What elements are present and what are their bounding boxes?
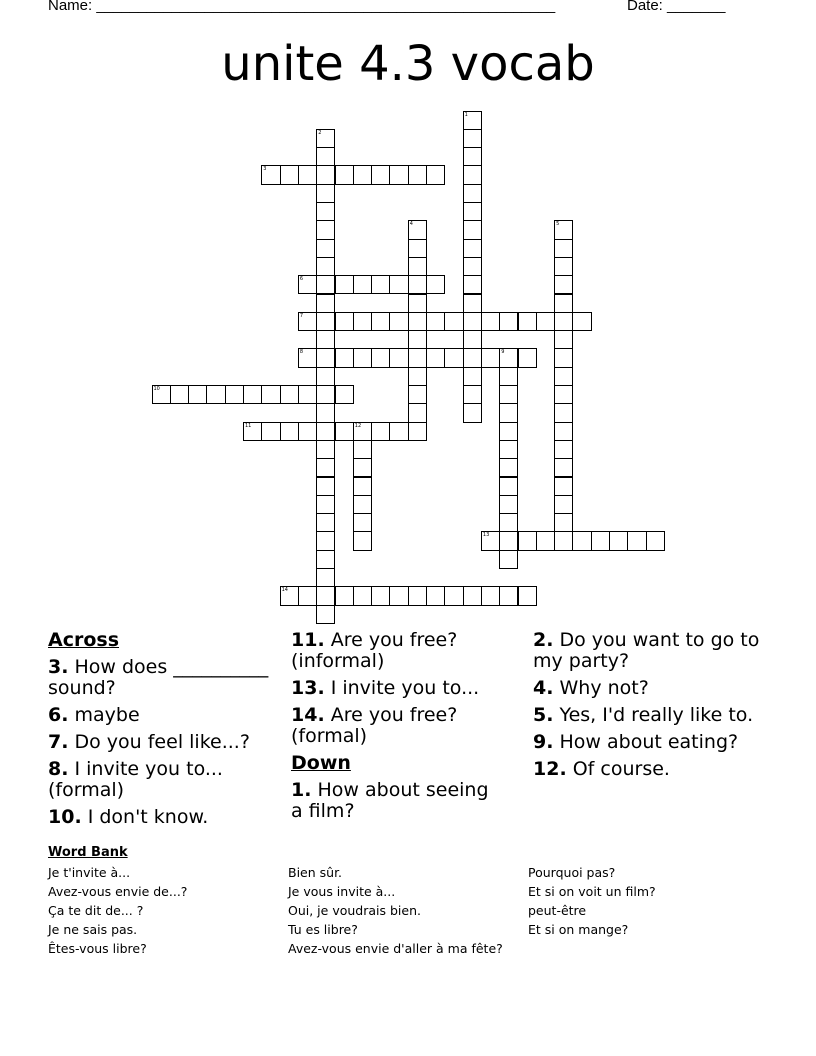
crossword-cell[interactable] <box>481 586 500 605</box>
crossword-cell[interactable] <box>152 385 171 404</box>
crossword-cell[interactable] <box>554 348 573 367</box>
crossword-cell[interactable] <box>316 495 335 514</box>
crossword-cell[interactable] <box>554 458 573 477</box>
cell-number: 11 <box>245 422 252 429</box>
crossword-cell[interactable] <box>261 422 280 441</box>
crossword-cell[interactable] <box>554 220 573 239</box>
crossword-cell[interactable] <box>280 165 299 184</box>
clue-down-4: 4. Why not? <box>533 677 649 699</box>
crossword-cell[interactable] <box>572 531 591 550</box>
crossword-cell[interactable] <box>499 440 518 459</box>
crossword-cell[interactable] <box>426 312 445 331</box>
crossword-cell[interactable] <box>518 348 537 367</box>
crossword-cell[interactable] <box>554 495 573 514</box>
crossword-cell[interactable] <box>481 531 500 550</box>
crossword-cell[interactable] <box>261 385 280 404</box>
clue-across-13: 13. I invite you to... <box>291 677 480 699</box>
word-bank-item: Je vous invite à... <box>288 884 396 899</box>
word-bank-item: Êtes-vous libre? <box>48 941 147 956</box>
crossword-cell[interactable] <box>298 312 317 331</box>
cell-number: 10 <box>153 386 160 392</box>
crossword-cell[interactable] <box>554 294 573 313</box>
clue-across-7: 7. Do you feel like...? <box>48 731 250 753</box>
crossword-cell[interactable] <box>408 294 427 313</box>
crossword-cell[interactable] <box>463 330 482 349</box>
crossword-cell[interactable] <box>554 239 573 258</box>
crossword-cell[interactable] <box>572 312 591 331</box>
word-bank-item: Oui, je voudrais bien. <box>288 903 421 918</box>
crossword-cell[interactable] <box>499 403 518 422</box>
crossword-cell[interactable] <box>371 348 390 367</box>
crossword-cell[interactable] <box>463 275 482 294</box>
cell-number: 12 <box>354 422 362 429</box>
crossword-cell[interactable] <box>499 550 518 569</box>
crossword-cell[interactable] <box>353 495 372 514</box>
crossword-cell[interactable] <box>499 385 518 404</box>
crossword-cell[interactable] <box>298 586 317 605</box>
cell-number: 5 <box>556 221 560 228</box>
clue-across-3: 3. How does __________ sound? <box>48 656 269 699</box>
crossword-cell[interactable] <box>463 111 482 130</box>
page-title: unite 4.3 vocab <box>221 36 595 92</box>
crossword-cell[interactable] <box>408 165 427 184</box>
crossword-cell[interactable] <box>554 330 573 349</box>
crossword-cell[interactable] <box>408 330 427 349</box>
crossword-cell[interactable] <box>463 367 482 386</box>
crossword-cell[interactable] <box>408 586 427 605</box>
crossword-cell[interactable] <box>353 312 372 331</box>
word-bank-item: Bien sûr. <box>288 865 343 880</box>
crossword-cell[interactable] <box>499 513 518 532</box>
crossword-cell[interactable] <box>335 586 354 605</box>
clue-down-12: 12. Of course. <box>533 758 670 780</box>
crossword-cell[interactable] <box>499 312 518 331</box>
crossword-cell[interactable] <box>554 312 573 331</box>
crossword-cell[interactable] <box>554 513 573 532</box>
crossword-cell[interactable] <box>298 275 317 294</box>
word-bank-item: Et si on voit un film? <box>528 884 656 899</box>
crossword-cell[interactable] <box>353 348 372 367</box>
crossword-cell[interactable] <box>426 165 445 184</box>
cell-number: 7 <box>299 312 304 319</box>
crossword-cell[interactable] <box>499 477 518 496</box>
crossword-cell[interactable] <box>353 422 372 441</box>
crossword-cell[interactable] <box>554 440 573 459</box>
word-bank-item: Tu es libre? <box>288 922 358 937</box>
crossword-cell[interactable] <box>316 531 335 550</box>
crossword-cell[interactable] <box>499 531 518 550</box>
crossword-cell[interactable] <box>646 531 665 550</box>
word-bank-title: Word Bank <box>48 845 128 860</box>
crossword-cell[interactable] <box>627 531 646 550</box>
name-field-label: Name: _______________________________________________________ <box>48 0 556 14</box>
crossword-cell[interactable] <box>408 220 427 239</box>
crossword-cell[interactable] <box>463 239 482 258</box>
date-field-label: Date: _______ <box>627 0 726 14</box>
word-bank-column-1 <box>48 863 187 958</box>
cell-number: 6 <box>299 276 304 283</box>
clue-across-14: 14. Are you free? (formal) <box>291 704 458 747</box>
crossword-cell[interactable] <box>353 458 372 477</box>
crossword-cell[interactable] <box>426 275 445 294</box>
crossword-cell[interactable] <box>408 348 427 367</box>
crossword-cell[interactable] <box>499 348 518 367</box>
crossword-cell[interactable] <box>463 348 482 367</box>
word-bank-item: peut-être <box>528 903 587 918</box>
crossword-cell[interactable] <box>298 348 317 367</box>
crossword-cell[interactable] <box>316 275 335 294</box>
crossword-cell[interactable] <box>316 129 335 148</box>
word-bank-item: Je t'invite à... <box>48 865 131 880</box>
crossword-cell[interactable] <box>335 422 354 441</box>
crossword-cell[interactable] <box>316 568 335 587</box>
crossword-cell[interactable] <box>408 312 427 331</box>
cell-number: 3 <box>263 166 267 173</box>
crossword-cell[interactable] <box>371 586 390 605</box>
crossword-cell[interactable] <box>408 422 427 441</box>
crossword-cell[interactable] <box>353 477 372 496</box>
crossword-cell[interactable] <box>554 275 573 294</box>
clue-across-11: 11. Are you free? (informal) <box>291 629 458 672</box>
across-heading: Across <box>48 629 120 651</box>
crossword-cell[interactable] <box>499 367 518 386</box>
crossword-cell[interactable] <box>408 275 427 294</box>
crossword-cell[interactable] <box>389 275 408 294</box>
crossword-cell[interactable] <box>353 513 372 532</box>
crossword-cell[interactable] <box>298 385 317 404</box>
crossword-cell[interactable] <box>225 385 244 404</box>
crossword-cell[interactable] <box>316 440 335 459</box>
crossword-cell[interactable] <box>554 422 573 441</box>
crossword-cell[interactable] <box>316 458 335 477</box>
crossword-cell[interactable] <box>353 586 372 605</box>
crossword-cell[interactable] <box>463 294 482 313</box>
crossword-cell[interactable] <box>316 239 335 258</box>
crossword-cell[interactable] <box>335 165 354 184</box>
crossword-cell[interactable] <box>316 605 335 624</box>
crossword-cell[interactable] <box>389 586 408 605</box>
crossword-cell[interactable] <box>316 477 335 496</box>
crossword-cell[interactable] <box>463 220 482 239</box>
crossword-cell[interactable] <box>426 586 445 605</box>
clue-across-6: 6. maybe <box>48 704 140 726</box>
crossword-cell[interactable] <box>371 312 390 331</box>
cell-number: 14 <box>281 587 288 594</box>
crossword-cell[interactable] <box>371 422 390 441</box>
word-bank-item: Je ne sais pas. <box>48 922 138 937</box>
crossword-cell[interactable] <box>280 586 299 605</box>
crossword-cell[interactable] <box>298 165 317 184</box>
cell-number: 9 <box>501 349 505 356</box>
crossword-cell[interactable] <box>389 348 408 367</box>
crossword-cell[interactable] <box>536 312 555 331</box>
crossword-cell[interactable] <box>609 531 628 550</box>
clue-down-2: 2. Do you want to go to my party? <box>533 629 760 672</box>
crossword-cell[interactable] <box>499 495 518 514</box>
word-bank-column-3 <box>528 863 656 939</box>
crossword-cell[interactable] <box>188 385 207 404</box>
crossword-cell[interactable] <box>463 403 482 422</box>
crossword-cell[interactable] <box>536 531 555 550</box>
crossword-cell[interactable] <box>353 275 372 294</box>
cell-number: 4 <box>409 221 413 228</box>
crossword-cell[interactable] <box>316 513 335 532</box>
crossword-cell[interactable] <box>316 422 335 441</box>
crossword-cell[interactable] <box>408 367 427 386</box>
cell-number: 2 <box>318 129 322 136</box>
word-bank-item: Avez-vous envie de...? <box>48 884 188 899</box>
crossword-cell[interactable] <box>554 531 573 550</box>
crossword-cell[interactable] <box>518 531 537 550</box>
word-bank-item: Pourquoi pas? <box>528 865 616 880</box>
crossword-cell[interactable] <box>316 294 335 313</box>
crossword-cell[interactable] <box>554 403 573 422</box>
word-bank-item: Avez-vous envie d'aller à ma fête? <box>288 941 503 956</box>
crossword-cell[interactable] <box>499 422 518 441</box>
crossword-cell[interactable] <box>170 385 189 404</box>
crossword-cell[interactable] <box>371 275 390 294</box>
word-bank-item: Et si on mange? <box>528 922 629 937</box>
crossword-cell[interactable] <box>444 348 463 367</box>
crossword-cell[interactable] <box>280 385 299 404</box>
crossword-cell[interactable] <box>408 385 427 404</box>
crossword-cell[interactable] <box>335 312 354 331</box>
crossword-cell[interactable] <box>389 422 408 441</box>
crossword-cell[interactable] <box>316 165 335 184</box>
crossword-cell[interactable] <box>408 257 427 276</box>
crossword-cell[interactable] <box>389 165 408 184</box>
clues-column-3 <box>533 630 783 786</box>
crossword-cell[interactable] <box>463 147 482 166</box>
crossword-cell[interactable] <box>206 385 225 404</box>
crossword-cell[interactable] <box>518 586 537 605</box>
crossword-cell[interactable] <box>481 312 500 331</box>
clue-across-8: 8. I invite you to... (formal) <box>48 758 223 801</box>
clue-down-9: 9. How about eating? <box>533 731 739 753</box>
cell-number: 1 <box>464 111 468 118</box>
crossword-cell[interactable] <box>518 312 537 331</box>
crossword-cell[interactable] <box>591 531 610 550</box>
crossword-cell[interactable] <box>316 257 335 276</box>
crossword-cell[interactable] <box>463 312 482 331</box>
crossword-cell[interactable] <box>463 257 482 276</box>
crossword-cell[interactable] <box>316 348 335 367</box>
crossword-cell[interactable] <box>444 312 463 331</box>
cell-number: 8 <box>299 349 304 356</box>
clue-down-1: 1. How about seeing a film? <box>291 779 489 822</box>
crossword-cell[interactable] <box>463 586 482 605</box>
crossword-cell[interactable] <box>554 257 573 276</box>
crossword-cell[interactable] <box>298 422 317 441</box>
clues-column-2 <box>291 630 506 828</box>
crossword-cell[interactable] <box>408 239 427 258</box>
crossword-cell[interactable] <box>316 220 335 239</box>
crossword-cell[interactable] <box>463 385 482 404</box>
crossword-cell[interactable] <box>316 312 335 331</box>
crossword-cell[interactable] <box>316 403 335 422</box>
crossword-cell[interactable] <box>316 586 335 605</box>
crossword-cell[interactable] <box>316 367 335 386</box>
crossword-cell[interactable] <box>335 348 354 367</box>
crossword-cell[interactable] <box>243 385 262 404</box>
crossword-cell[interactable] <box>316 202 335 221</box>
crossword-cell[interactable] <box>316 385 335 404</box>
crossword-cell[interactable] <box>463 202 482 221</box>
crossword-cell[interactable] <box>335 275 354 294</box>
crossword-cell[interactable] <box>316 550 335 569</box>
crossword-cell[interactable] <box>554 477 573 496</box>
word-bank-column-2 <box>288 863 503 958</box>
crossword-cell[interactable] <box>261 165 280 184</box>
crossword-cell[interactable] <box>554 385 573 404</box>
word-bank-item: Ça te dit de... ? <box>48 903 144 918</box>
crossword-cell[interactable] <box>426 348 445 367</box>
clues-column-1 <box>48 630 298 834</box>
crossword-cell[interactable] <box>463 129 482 148</box>
crossword-cell[interactable] <box>481 348 500 367</box>
crossword-cell[interactable] <box>371 165 390 184</box>
crossword-cell[interactable] <box>353 440 372 459</box>
crossword-cell[interactable] <box>316 147 335 166</box>
crossword-cell[interactable] <box>554 367 573 386</box>
clue-down-5: 5. Yes, I'd really like to. <box>533 704 754 726</box>
crossword-cell[interactable] <box>499 458 518 477</box>
cell-number: 13 <box>482 532 490 539</box>
crossword-cell[interactable] <box>353 531 372 550</box>
clue-across-10: 10. I don't know. <box>48 806 209 828</box>
crossword-cell[interactable] <box>316 184 335 203</box>
crossword-cell[interactable] <box>444 586 463 605</box>
crossword-cell[interactable] <box>316 330 335 349</box>
crossword-cell[interactable] <box>389 312 408 331</box>
crossword-cell[interactable] <box>499 586 518 605</box>
down-heading: Down <box>291 752 351 774</box>
crossword-cell[interactable] <box>408 403 427 422</box>
crossword-cell[interactable] <box>353 165 372 184</box>
crossword-cell[interactable] <box>463 165 482 184</box>
crossword-cell[interactable] <box>463 184 482 203</box>
crossword-cell[interactable] <box>280 422 299 441</box>
crossword-cell[interactable] <box>335 385 354 404</box>
crossword-cell[interactable] <box>243 422 262 441</box>
